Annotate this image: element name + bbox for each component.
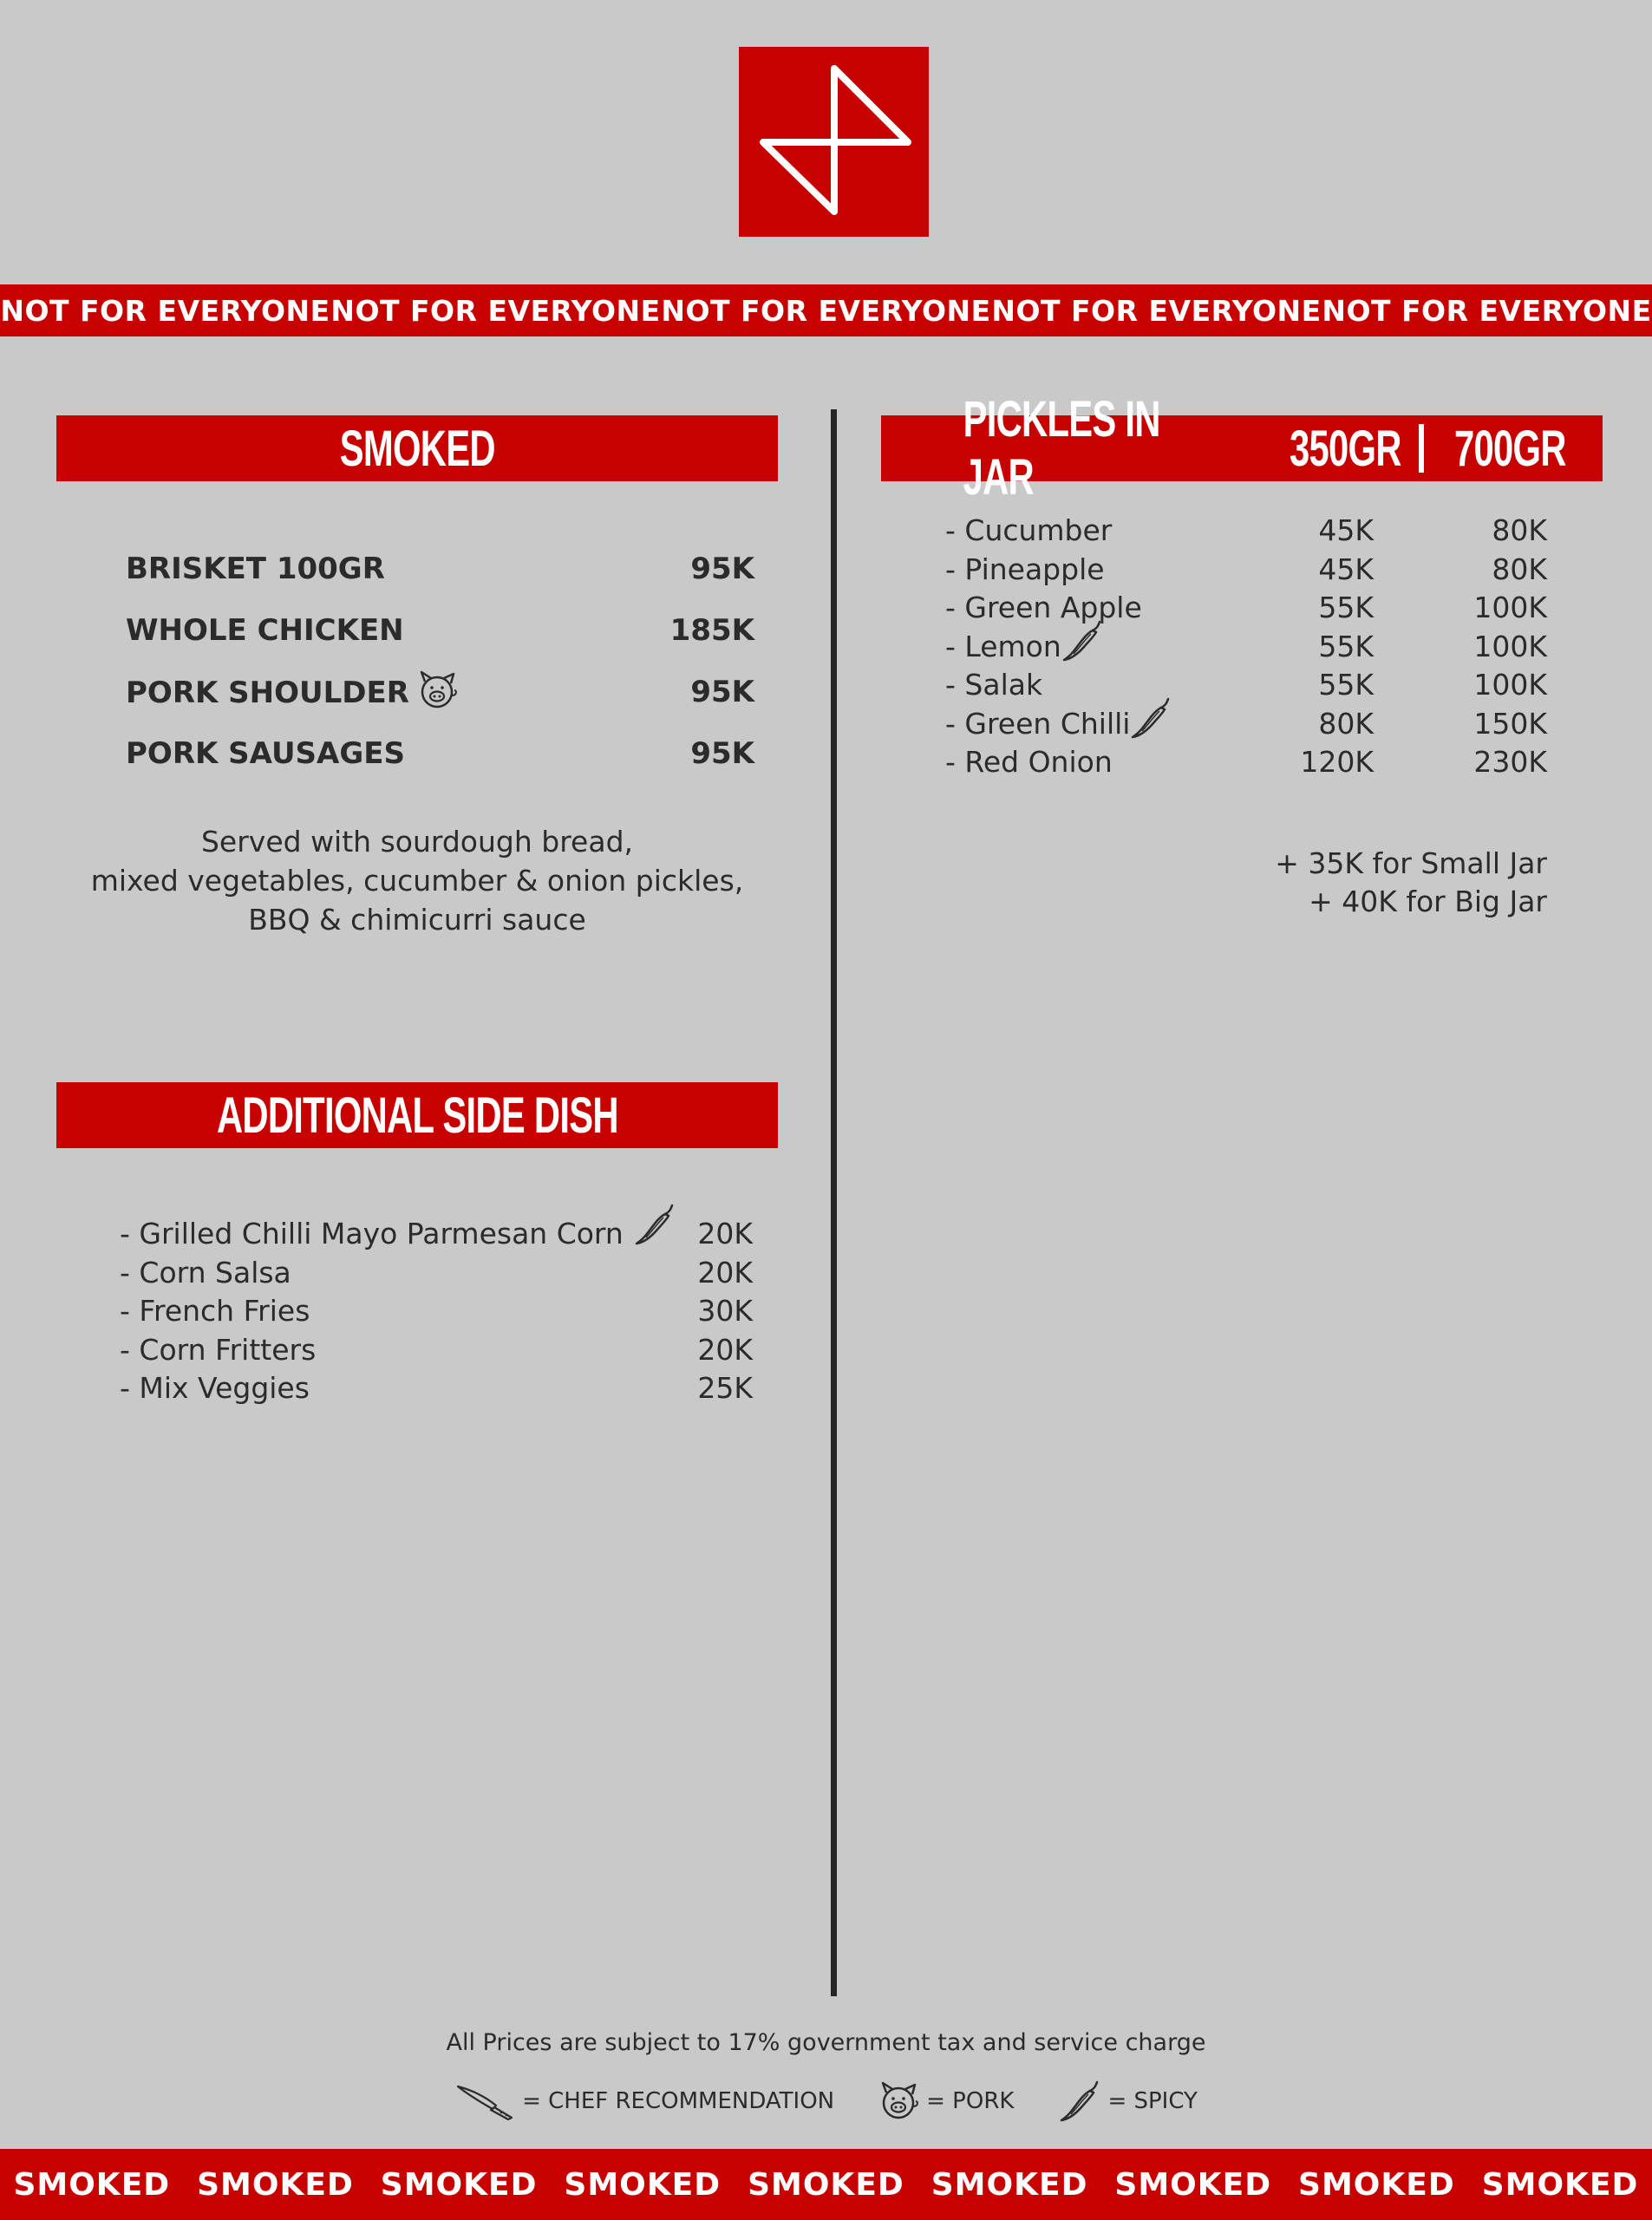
pig-icon — [416, 669, 460, 711]
knife-icon — [454, 2081, 517, 2121]
banner-word: SMOKED — [1298, 2166, 1455, 2203]
pickle-item — [945, 745, 1547, 783]
pickles-col-700: 700GR — [1453, 420, 1566, 477]
smoked-item-price: 95K — [690, 736, 754, 771]
pickle-name: - Salak — [945, 668, 1043, 702]
side-dish-item — [120, 1294, 753, 1332]
pickle-name-group — [945, 552, 1105, 586]
smoked-item-price: 95K — [690, 675, 754, 709]
side-dish-item — [120, 1217, 753, 1255]
smoked-item-name: BRISKET 100GR — [126, 552, 385, 586]
side-dish-name: - French Fries — [120, 1294, 310, 1328]
pickle-item — [945, 552, 1547, 591]
banner-word: SMOKED — [748, 2166, 904, 2203]
pickle-price-700: 100K — [1473, 591, 1547, 624]
smoked-item-price: 95K — [690, 552, 754, 586]
smoked-header — [56, 415, 778, 481]
legend-item — [454, 2081, 834, 2121]
banner-word: SMOKED — [13, 2166, 171, 2203]
chilli-icon — [1057, 2079, 1102, 2124]
column-divider — [831, 409, 837, 1996]
side-dish-name: - Mix Veggies — [120, 1371, 310, 1405]
side-dish-name: - Grilled Chilli Mayo Parmesan Corn — [120, 1217, 624, 1250]
banner-word: SMOKED — [564, 2166, 722, 2203]
top-banner — [0, 284, 1652, 336]
pickle-price-700: 150K — [1473, 707, 1547, 741]
pickle-name: - Green Chilli — [945, 707, 1131, 741]
smoked-item-name: WHOLE CHICKEN — [126, 613, 404, 648]
side-dish-price: 20K — [697, 1256, 753, 1290]
pickle-name-group — [945, 513, 1112, 547]
smoked-item-name-group — [126, 736, 405, 771]
smoked-item — [126, 613, 754, 651]
banner-word: SMOKED — [930, 2166, 1088, 2203]
pickle-name-group — [945, 707, 1173, 741]
side-dish-price: 20K — [697, 1217, 753, 1250]
chilli-icon — [1128, 695, 1173, 741]
header-separator — [1419, 424, 1424, 473]
smoked-item — [126, 675, 754, 713]
side-dish-item — [120, 1333, 753, 1371]
pickle-price-700: 80K — [1492, 513, 1547, 547]
chilli-icon — [632, 1202, 677, 1247]
pickle-price-350: 45K — [1318, 513, 1374, 547]
pickle-name-group — [945, 745, 1113, 779]
brand-logo — [739, 47, 929, 237]
pickles-header — [881, 391, 1603, 506]
pickle-price-350: 55K — [1318, 668, 1374, 702]
chilli-icon — [1060, 618, 1105, 663]
legend-label: = PORK — [926, 2088, 1015, 2114]
banner-word: SMOKED — [197, 2166, 354, 2203]
pickle-item — [945, 591, 1547, 629]
side-dish-name-group — [120, 1294, 310, 1328]
smoked-item-name-group — [126, 613, 404, 648]
smoked-item-name-group — [126, 552, 385, 586]
pickle-name: - Pineapple — [945, 552, 1105, 586]
side-dish-name: - Corn Salsa — [120, 1256, 291, 1290]
smoked-item-name-group — [126, 675, 460, 711]
pickle-name-group — [945, 630, 1105, 663]
side-dish-header — [56, 1082, 778, 1148]
pickle-name-group — [945, 668, 1042, 702]
legend-label: = CHEF RECOMMENDATION — [522, 2088, 835, 2114]
banner-word: NOT FOR EVERYONE — [991, 293, 1322, 328]
banner-word: SMOKED — [380, 2166, 538, 2203]
logo-mark-icon — [739, 47, 929, 237]
pickle-price-350: 120K — [1300, 745, 1374, 779]
icon-legend — [0, 2071, 1652, 2132]
side-dish-name-group — [120, 1333, 316, 1367]
side-dish-name-group — [120, 1256, 291, 1290]
side-dish-price: 25K — [697, 1371, 753, 1405]
legend-item — [878, 2080, 1014, 2122]
pickle-item — [945, 707, 1547, 745]
pickle-name: - Red Onion — [945, 745, 1113, 779]
side-dish-name-group — [120, 1371, 310, 1405]
pickle-name-group — [945, 591, 1142, 624]
side-dish-name: - Corn Fritters — [120, 1333, 317, 1367]
pickle-price-350: 55K — [1318, 630, 1374, 663]
served-line: Served with sourdough bread, — [200, 825, 634, 859]
big-jar-extra: + 40K for Big Jar — [1309, 885, 1547, 918]
pickle-name: - Green Apple — [945, 591, 1142, 624]
smoked-item-price: 185K — [669, 613, 754, 648]
pickle-price-700: 100K — [1473, 630, 1547, 663]
pickle-price-700: 80K — [1492, 552, 1547, 586]
pickle-item — [945, 668, 1547, 706]
banner-word: SMOKED — [1481, 2166, 1639, 2203]
smoked-item — [126, 552, 754, 590]
banner-word: NOT FOR EVERYONE — [0, 293, 330, 328]
pickle-price-700: 100K — [1473, 668, 1547, 702]
pickle-name: - Lemon — [945, 630, 1061, 663]
pickle-price-350: 45K — [1318, 552, 1374, 586]
side-dish-item — [120, 1256, 753, 1294]
pickle-price-350: 80K — [1318, 707, 1374, 741]
banner-word: NOT FOR EVERYONE — [661, 293, 991, 328]
legend-item — [1057, 2079, 1197, 2124]
smoked-title: SMOKED — [339, 420, 495, 477]
served-line: mixed vegetables, cucumber & onion pickles, — [90, 864, 744, 898]
served-with-note — [56, 822, 778, 939]
banner-word: SMOKED — [1114, 2166, 1272, 2203]
side-dish-title: ADDITIONAL SIDE DISH — [216, 1087, 618, 1144]
smoked-item-name: PORK SAUSAGES — [126, 736, 405, 771]
bottom-banner — [0, 2149, 1652, 2220]
pickle-item — [945, 630, 1547, 668]
side-dish-price: 30K — [697, 1294, 753, 1328]
pickle-price-350: 55K — [1318, 591, 1374, 624]
pickles-title: PICKLES IN JAR — [963, 391, 1160, 506]
smoked-item-name: PORK SHOULDER — [126, 676, 409, 710]
smoked-item — [126, 736, 754, 774]
pickle-item — [945, 513, 1547, 552]
banner-word: NOT FOR EVERYONE — [1322, 293, 1652, 328]
tax-note: All Prices are subject to 17% government tax and service charge — [446, 2029, 1206, 2056]
side-dish-name-group — [120, 1217, 677, 1250]
legend-label: = SPICY — [1107, 2088, 1198, 2114]
pickles-col-350: 350GR — [1289, 420, 1401, 477]
side-dish-item — [120, 1371, 753, 1409]
small-jar-extra: + 35K for Small Jar — [1275, 846, 1547, 880]
banner-word: NOT FOR EVERYONE — [330, 293, 661, 328]
pickle-price-700: 230K — [1473, 745, 1547, 779]
pig-icon — [878, 2080, 921, 2122]
pickle-name: - Cucumber — [945, 513, 1113, 547]
served-line: BBQ & chimicurri sauce — [248, 903, 586, 937]
side-dish-price: 20K — [697, 1333, 753, 1367]
